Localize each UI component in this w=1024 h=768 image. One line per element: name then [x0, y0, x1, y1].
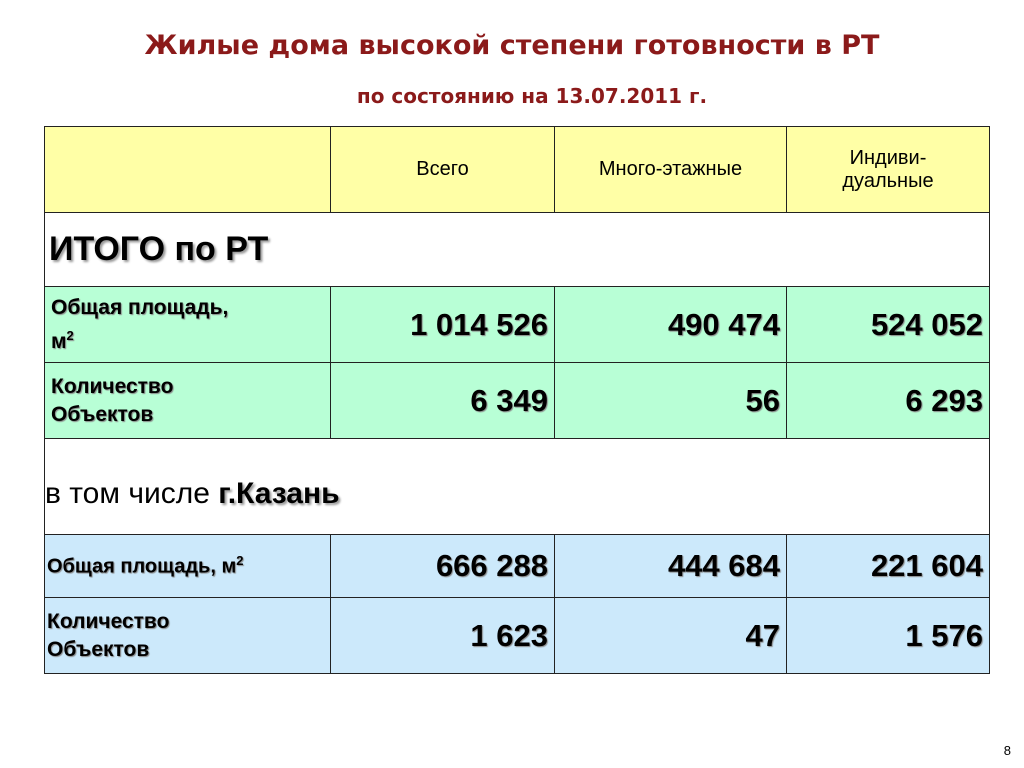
- rt-count-label-line1: Количество: [51, 374, 174, 398]
- header-individual-line1: Индиви-: [849, 146, 927, 169]
- slide-subtitle: по состоянию на 13.07.2011 г.: [356, 84, 708, 108]
- header-row: [45, 127, 990, 213]
- kazan-count-label-line1: Количество: [47, 609, 170, 633]
- rt-area-label-line2: м: [51, 329, 67, 353]
- rt-area-row: [45, 287, 990, 363]
- rt-count-individual: 6 293: [787, 363, 990, 439]
- kazan-count-individual: 1 576: [787, 598, 990, 674]
- section-kazan-title: [45, 439, 990, 535]
- rt-count-multistorey: 56: [555, 363, 787, 439]
- rt-count-total: 6 349: [331, 363, 555, 439]
- kazan-area-individual: 221 604: [787, 535, 990, 598]
- kazan-area-total: 666 288: [331, 535, 555, 598]
- rt-count-row: [45, 363, 990, 439]
- section-kazan-row: [45, 439, 990, 535]
- kazan-count-label-line2: Объектов: [47, 637, 150, 661]
- rt-area-total: 1 014 526: [331, 287, 555, 363]
- section-kazan-prefix: в том числе: [45, 476, 219, 510]
- header-individual: [787, 127, 990, 213]
- header-empty-cell: [45, 127, 331, 213]
- rt-area-label-sup: 2: [66, 327, 74, 343]
- header-total: Всего: [331, 127, 555, 213]
- rt-area-multistorey: 490 474: [555, 287, 787, 363]
- section-rt-title: ИТОГО по РТ: [45, 213, 990, 287]
- kazan-area-row: [45, 535, 990, 598]
- kazan-area-label-text: Общая площадь, м: [47, 555, 237, 578]
- rt-count-label-line2: Объектов: [51, 402, 154, 426]
- section-kazan-city: г.Казань: [218, 476, 340, 510]
- kazan-count-total: 1 623: [331, 598, 555, 674]
- kazan-area-label: [45, 535, 331, 598]
- rt-area-label-line1: Общая площадь,: [51, 295, 229, 319]
- rt-count-label: [45, 363, 331, 439]
- section-rt-row: [45, 213, 990, 287]
- kazan-area-multistorey: 444 684: [555, 535, 787, 598]
- rt-area-individual: 524 052: [787, 287, 990, 363]
- header-individual-line2: дуальные: [842, 169, 934, 192]
- rt-area-label: [45, 287, 331, 363]
- slide-title: Жилые дома высокой степени готовности в РТ: [144, 30, 880, 61]
- kazan-area-label-sup: 2: [236, 553, 244, 569]
- page-number: 8: [1003, 743, 1011, 758]
- kazan-count-row: [45, 598, 990, 674]
- housing-table: [44, 126, 990, 674]
- kazan-count-label: [45, 598, 331, 674]
- header-multistorey: Много-этажные: [555, 127, 787, 213]
- kazan-count-multistorey: 47: [555, 598, 787, 674]
